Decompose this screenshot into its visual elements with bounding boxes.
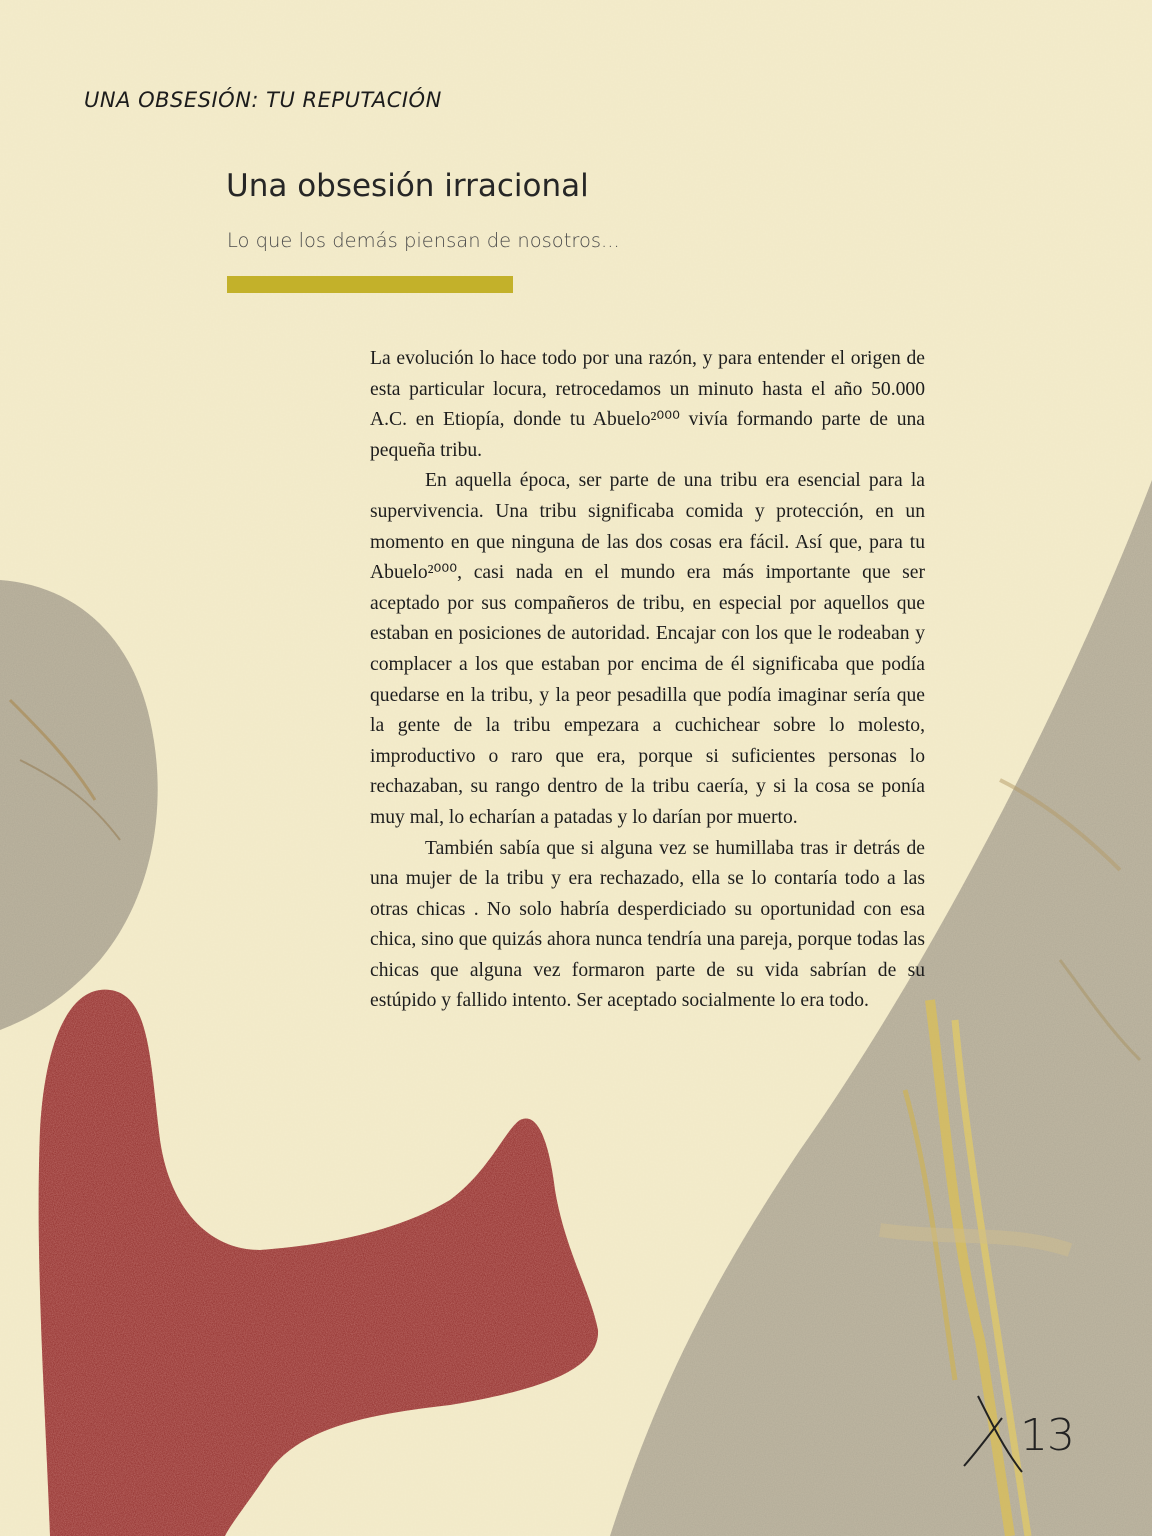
running-header: UNA OBSESIÓN: TU REPUTACIÓN <box>84 88 442 112</box>
paragraph: En aquella época, ser parte de una tribu era esencial para la supervivencia. Una tribu significaba comida y protección, en un momento en que ninguna de las dos cosas era fácil. Así que, para tu Abuelo²⁰⁰⁰, casi nada en el mundo era más importante que ser aceptado por sus compañeros de tribu, en especial por aquellos que estaban en posiciones de autoridad. Encajar con los que le rodeaban y complacer a los que estaban por encima de él significaba que podía quedarse en la tribu, y la peor pesadilla que podía imaginar sería que la gente de la tribu empezara a cuchichear sobre lo molesto, improductivo o raro que era, porque si suficientes personas lo rechazaban, su rango dentro de la tribu caería, y si la cosa se ponía muy mal, lo echarían a patadas y lo darían por muerto. <box>370 470 925 828</box>
paragraph: También sabía que si alguna vez se humillaba tras ir detrás de una mujer de la tribu y era rechazado, ella se lo contaría todo a las otras chicas . No solo habría desperdiciado su oportunidad con esa chica, sino que quizás ahora nunca tendría una pareja, porque todas las chicas que alguna vez formaron parte de su vida sabrían de su estúpido y fallido intento. Ser aceptado socialmente lo era todo. <box>370 837 925 1012</box>
page-number: 13 <box>1020 1410 1074 1461</box>
page-folio <box>962 1394 1082 1474</box>
accent-rule <box>227 276 513 293</box>
section-title: Una obsesión irracional <box>226 168 589 204</box>
paragraph: La evolución lo hace todo por una razón, y para entender el origen de esta particular locura, retrocedamos un minuto hasta el año 50.000 A.C. en Etiopía, donde tu Abuelo²⁰⁰⁰ vivía formando parte de una pequeña tribu. <box>370 348 925 461</box>
body-text <box>370 344 925 1017</box>
section-subtitle: Lo que los demás piensan de nosotros... <box>227 229 620 252</box>
